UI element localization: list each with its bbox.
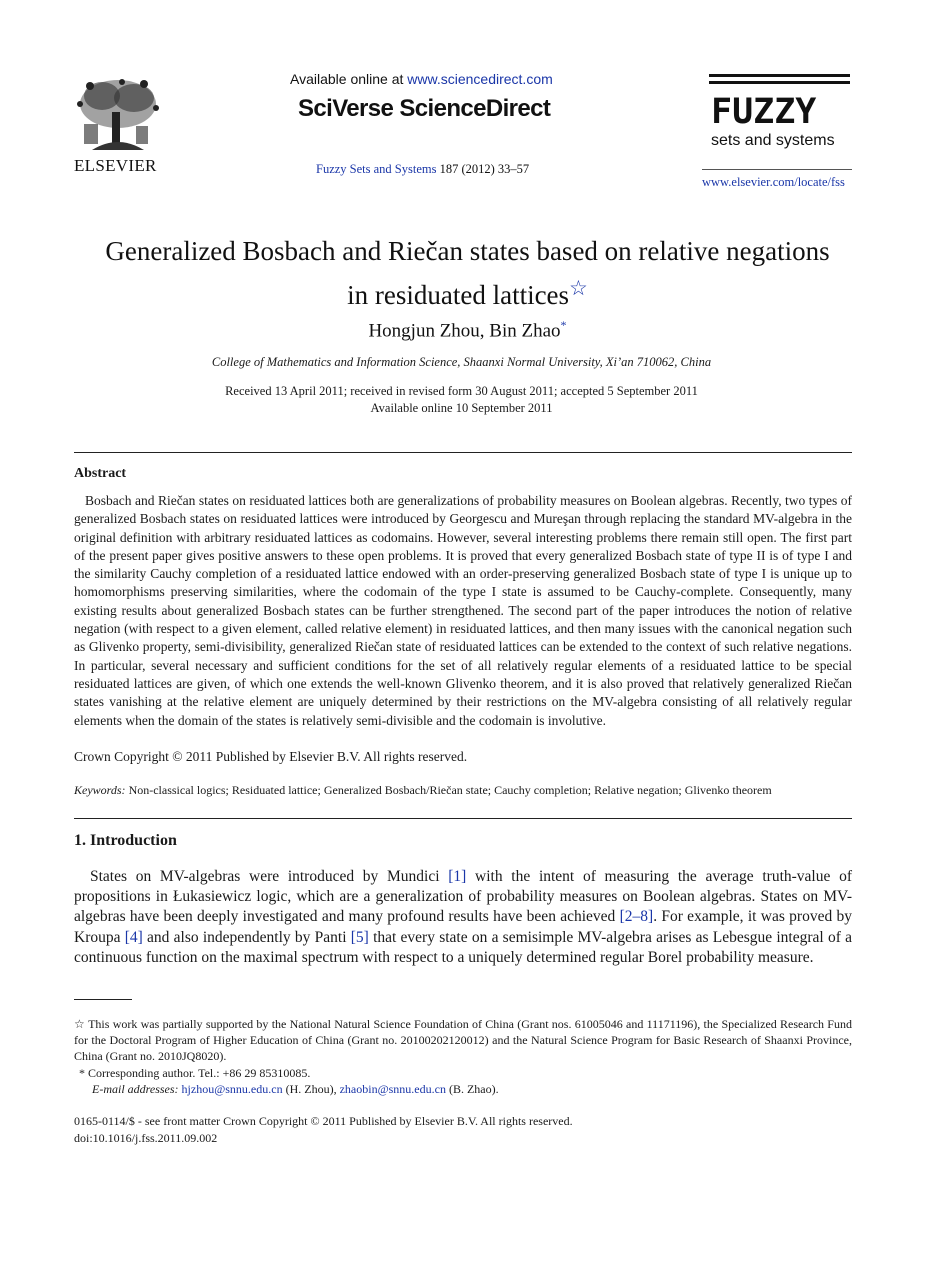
keywords-label: Keywords:: [74, 783, 126, 797]
keywords-list: Non-classical logics; Residuated lattice; Generalized Bosbach/Riečan state; Cauchy completion; Relative negation; Glivenko theorem: [128, 783, 772, 797]
elsevier-tree-icon: [72, 74, 164, 154]
journal-logo-main: FUZZY: [711, 92, 817, 132]
publisher-name: ELSEVIER: [74, 156, 157, 175]
available-online-date: Available online 10 September 2011: [370, 401, 553, 415]
journal-reference: [316, 162, 529, 177]
logo-rule-second: [709, 81, 850, 84]
authors: [0, 318, 935, 342]
issn-line: 0165-0114/$ - see front matter Crown Copyright © 2011 Published by Elsevier B.V. All rights reserved.: [74, 1114, 573, 1128]
title-line-2-text: in residuated lattices: [347, 280, 570, 310]
corresponding-author-mark[interactable]: *: [560, 318, 567, 332]
introduction-paragraph: [74, 867, 852, 968]
abstract-top-rule: [74, 452, 852, 453]
email-owner-zhou: (H. Zhou),: [282, 1081, 340, 1096]
funding-footnote: [74, 1016, 852, 1065]
journal-url-link[interactable]: www.elsevier.com/locate/fss: [702, 175, 845, 189]
journal-logo: [709, 74, 852, 174]
journal-url: [702, 175, 845, 190]
author-names: Hongjun Zhou, Bin Zhao: [368, 320, 561, 342]
citation-2-8[interactable]: [2–8]: [619, 908, 654, 926]
citation-4[interactable]: [4]: [124, 928, 143, 946]
article-dates: [0, 383, 923, 417]
corresponding-text: Corresponding author. Tel.: +86 29 85310085.: [88, 1065, 311, 1080]
abstract-bottom-rule: [74, 818, 852, 819]
footnote-rule: [74, 999, 132, 1000]
available-online: [290, 71, 590, 87]
journal-volume: 187 (2012) 33–57: [439, 162, 530, 176]
section-heading-introduction: 1. Introduction: [74, 832, 177, 849]
keywords: [74, 783, 864, 798]
funding-text: This work was partially supported by the National Natural Science Foundation of China (Grant nos. 61005046 and 11171196), the Specialized Research Fund for the Doctoral Program of Higher Education of China (Grant no. 20100202120012) and the Natural Science Program for Basic Research of Shaanxi Province, China (Grant no. 2010JQ8020).: [74, 1017, 852, 1064]
received-dates: Received 13 April 2011; received in revised form 30 August 2011; accepted 5 September 2011: [225, 384, 698, 398]
article-title: [40, 233, 895, 314]
abstract-text: Bosbach and Riečan states on residuated lattices both are generalizations of probability measures on Boolean algebras. Recently, two types of generalized Bosbach states on residuated lattices were introduced by Georgescu and Mureşan through replacing the standard MV-algebra in the original definition with arbitrary residuated lattices as codomains. However, several interesting problems there remain still open. The first part of the present paper gives positive answers to these open problems. It is proved that every generalized Bosbach state of type II is of type I and the similarity Cauchy completion of a residuated lattice endowed with an order-preserving generalized Bosbach state of type I is unique up to homomorphisms preserving similarities, where the codomain of the type I state is assumed to be Cauchy-complete. Consequently, many existing results about generalized Bosbach states can be further strengthened. The second part of the paper introduces the notion of relative negation (with respect to a given element, called relative element) in residuated lattices, and then many issues with the canonical negation such as Glivenko property, semi-divisibility, generalized Riečan state of residuated lattices can be extended to the context of such relative negations. In particular, several necessary and sufficient conditions for the set of all relatively regular elements of a residuated lattice to be special residuated lattices are given, of which one extends the well-known Glivenko theorem, and it is also proved that relatively generalized Riečan states vanishing at the relative element are uniquely determined by their restrictions on the MV-algebra consisting of all relatively regular elements when the domain of the states is relatively semi-divisible and the codomain is involutive.: [74, 493, 852, 728]
title-footnote-star[interactable]: ☆: [569, 276, 588, 300]
intro-text-4: and also independently by Panti: [142, 928, 351, 946]
journal-name-link[interactable]: Fuzzy Sets and Systems: [316, 162, 437, 176]
corresponding-mark: *: [79, 1065, 85, 1080]
journal-logo-sub: sets and systems: [711, 132, 835, 149]
intro-text-5: that every state on a semisimple MV-algebra arises as Lebesgue integral of a continuous function on the maximal spectrum with respect to a uniquely determined regular Borel probability measure.: [74, 928, 852, 966]
citation-5[interactable]: [5]: [350, 928, 369, 946]
title-line-2: [40, 270, 895, 314]
front-matter: [74, 1113, 573, 1146]
intro-text-3: . For example, it was proved by Kroupa: [74, 908, 852, 946]
abstract-copyright: Crown Copyright © 2011 Published by Elsevier B.V. All rights reserved.: [74, 749, 468, 764]
citation-1[interactable]: [1]: [448, 868, 467, 885]
journal-url-rule: [702, 169, 852, 170]
email-label: E-mail addresses:: [92, 1081, 179, 1096]
email-footnote: [74, 1081, 852, 1097]
affiliation: College of Mathematics and Information Science, Shaanxi Normal University, Xi’an 710062, China: [211, 355, 712, 369]
email-owner-zhao: (B. Zhao).: [445, 1081, 499, 1096]
abstract-heading: Abstract: [74, 466, 127, 481]
intro-text-2: with the intent of measuring the average truth-value of propositions in Łukasiewicz logic, which are a generalization of probability measures on Boolean algebras. States on MV-algebras have been deeply investigated and many profound results have been achieved: [74, 868, 852, 926]
email-link-zhao[interactable]: zhaobin@snnu.edu.cn: [339, 1081, 446, 1096]
available-prefix: Available online at: [290, 71, 408, 87]
platform-name: SciVerse ScienceDirect: [298, 95, 551, 122]
doi-line: doi:10.1016/j.fss.2011.09.002: [74, 1130, 218, 1145]
email-link-zhou[interactable]: hjzhou@snnu.edu.cn: [181, 1081, 283, 1096]
intro-text-1: States on MV-algebras were introduced by Mundici: [90, 868, 449, 885]
corresponding-footnote: [74, 1065, 852, 1081]
logo-rule-top: [709, 74, 850, 77]
title-line-1: Generalized Bosbach and Riečan states based on relative negations: [105, 236, 830, 266]
funding-footnote-star: ☆: [74, 1017, 86, 1031]
sciencedirect-link[interactable]: www.sciencedirect.com: [407, 71, 553, 87]
footnotes: [74, 1016, 852, 1097]
